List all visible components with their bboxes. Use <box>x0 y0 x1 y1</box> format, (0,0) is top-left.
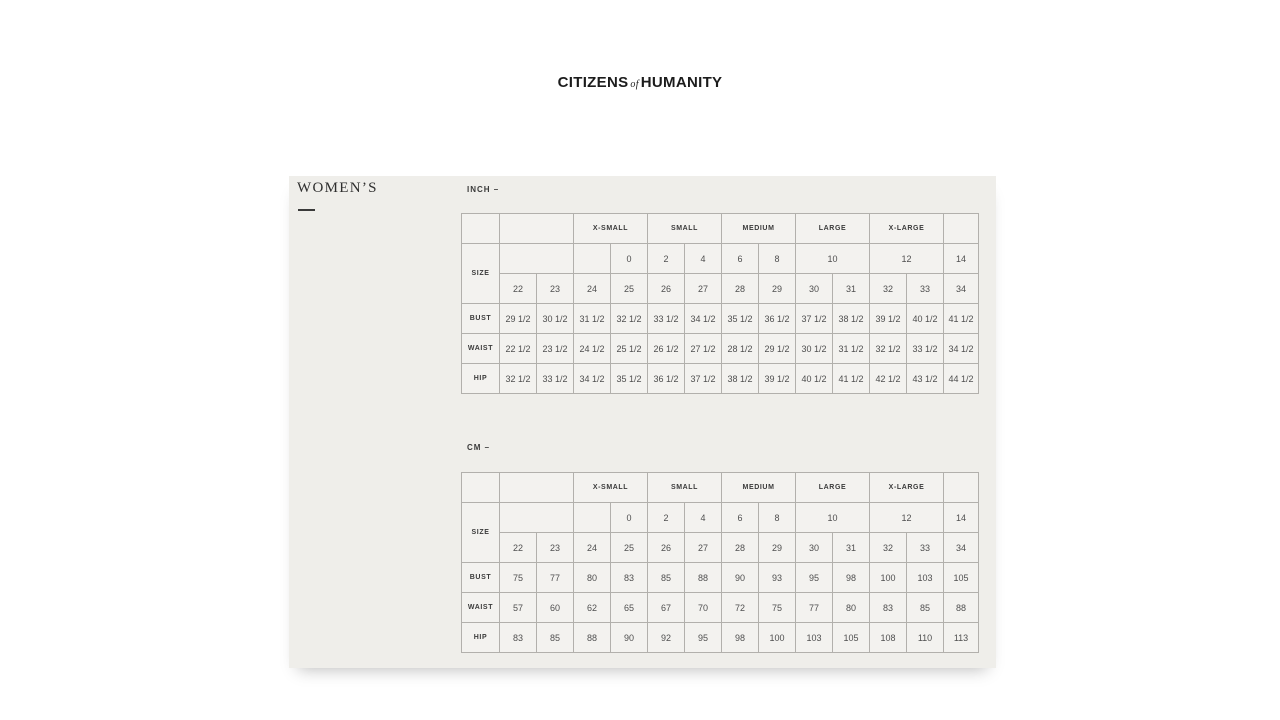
numeric-size-cell: 4 <box>685 503 722 533</box>
numeric-size-cell: 14 <box>944 244 979 274</box>
empty-size-cell <box>574 244 611 274</box>
size-group-cell: MEDIUM <box>722 214 796 244</box>
alpha-size-cell: 22 <box>500 533 537 563</box>
alpha-size-cell: 28 <box>722 533 759 563</box>
measurement-value-cell: 38 1/2 <box>833 304 870 334</box>
table-row-hip <box>462 623 979 653</box>
measurement-value-cell: 23 1/2 <box>537 334 574 364</box>
section-title-underline <box>298 209 315 211</box>
measurement-value-cell: 29 1/2 <box>759 334 796 364</box>
measurement-value-cell: 37 1/2 <box>685 364 722 394</box>
measurement-value-cell: 108 <box>870 623 907 653</box>
alpha-size-cell: 33 <box>907 274 944 304</box>
cm-table-label: CM – <box>467 443 491 452</box>
measurement-value-cell: 35 1/2 <box>722 304 759 334</box>
measurement-value-cell: 31 1/2 <box>833 334 870 364</box>
section-title: WOMEN’S <box>297 180 378 196</box>
size-group-cell: MEDIUM <box>722 473 796 503</box>
measurement-value-cell: 41 1/2 <box>833 364 870 394</box>
alpha-size-cell: 30 <box>796 274 833 304</box>
measurement-value-cell: 103 <box>907 563 944 593</box>
size-group-cell: X-LARGE <box>870 473 944 503</box>
size-group-cell: X-SMALL <box>574 473 648 503</box>
numeric-size-cell: 6 <box>722 503 759 533</box>
inch-table-label: INCH – <box>467 185 500 194</box>
measurement-value-cell: 44 1/2 <box>944 364 979 394</box>
measurement-value-cell: 70 <box>685 593 722 623</box>
numeric-size-cell: 8 <box>759 244 796 274</box>
empty-group-cell <box>500 214 574 244</box>
measurement-value-cell: 77 <box>537 563 574 593</box>
measurement-value-cell: 103 <box>796 623 833 653</box>
table-row-bust <box>462 304 979 334</box>
measurement-value-cell: 88 <box>944 593 979 623</box>
table-row-waist <box>462 593 979 623</box>
measurement-value-cell: 80 <box>574 563 611 593</box>
measurement-value-cell: 105 <box>833 623 870 653</box>
measurement-value-cell: 98 <box>722 623 759 653</box>
table-row-groups <box>462 473 979 503</box>
numeric-size-cell: 6 <box>722 244 759 274</box>
table-row-numeric-sizes <box>462 503 979 533</box>
measurement-value-cell: 42 1/2 <box>870 364 907 394</box>
row-label-cell: SIZE <box>462 244 500 304</box>
measurement-value-cell: 75 <box>500 563 537 593</box>
brand-logo <box>0 74 1280 91</box>
size-group-cell: LARGE <box>796 214 870 244</box>
alpha-size-cell: 30 <box>796 533 833 563</box>
measurement-value-cell: 110 <box>907 623 944 653</box>
measurement-value-cell: 32 1/2 <box>611 304 648 334</box>
measurement-value-cell: 88 <box>574 623 611 653</box>
measurement-value-cell: 95 <box>796 563 833 593</box>
measurement-value-cell: 67 <box>648 593 685 623</box>
row-label-cell: BUST <box>462 304 500 334</box>
row-label-cell: SIZE <box>462 503 500 563</box>
alpha-size-cell: 26 <box>648 533 685 563</box>
row-label-cell: WAIST <box>462 593 500 623</box>
table-row-alpha-sizes <box>462 533 979 563</box>
measurement-value-cell: 83 <box>870 593 907 623</box>
alpha-size-cell: 24 <box>574 274 611 304</box>
empty-group-cell <box>944 214 979 244</box>
measurement-value-cell: 34 1/2 <box>944 334 979 364</box>
row-label-cell: WAIST <box>462 334 500 364</box>
brand-word-humanity: HUMANITY <box>640 74 723 91</box>
measurement-value-cell: 72 <box>722 593 759 623</box>
measurement-value-cell: 37 1/2 <box>796 304 833 334</box>
empty-group-cell <box>500 473 574 503</box>
alpha-size-cell: 34 <box>944 274 979 304</box>
measurement-value-cell: 39 1/2 <box>759 364 796 394</box>
numeric-size-cell: 4 <box>685 244 722 274</box>
inch-size-table <box>461 213 979 394</box>
table-row-numeric-sizes <box>462 244 979 274</box>
numeric-size-cell: 8 <box>759 503 796 533</box>
measurement-value-cell: 30 1/2 <box>796 334 833 364</box>
row-label-cell: HIP <box>462 364 500 394</box>
numeric-size-cell: 2 <box>648 503 685 533</box>
measurement-value-cell: 41 1/2 <box>944 304 979 334</box>
brand-word-of: of <box>630 79 639 90</box>
table-row-groups <box>462 214 979 244</box>
measurement-value-cell: 39 1/2 <box>870 304 907 334</box>
measurement-value-cell: 34 1/2 <box>574 364 611 394</box>
corner-cell <box>462 473 500 503</box>
measurement-value-cell: 33 1/2 <box>537 364 574 394</box>
alpha-size-cell: 32 <box>870 533 907 563</box>
measurement-value-cell: 88 <box>685 563 722 593</box>
measurement-value-cell: 100 <box>870 563 907 593</box>
measurement-value-cell: 62 <box>574 593 611 623</box>
size-group-cell: SMALL <box>648 214 722 244</box>
empty-size-cell <box>574 503 611 533</box>
alpha-size-cell: 25 <box>611 533 648 563</box>
corner-cell <box>462 214 500 244</box>
measurement-value-cell: 40 1/2 <box>796 364 833 394</box>
alpha-size-cell: 31 <box>833 274 870 304</box>
size-chart-panel <box>289 176 996 668</box>
alpha-size-cell: 29 <box>759 274 796 304</box>
numeric-size-cell: 10 <box>796 503 870 533</box>
numeric-size-cell: 10 <box>796 244 870 274</box>
size-group-cell: LARGE <box>796 473 870 503</box>
table-row-waist <box>462 334 979 364</box>
measurement-value-cell: 24 1/2 <box>574 334 611 364</box>
measurement-value-cell: 25 1/2 <box>611 334 648 364</box>
measurement-value-cell: 40 1/2 <box>907 304 944 334</box>
measurement-value-cell: 33 1/2 <box>907 334 944 364</box>
alpha-size-cell: 31 <box>833 533 870 563</box>
alpha-size-cell: 27 <box>685 533 722 563</box>
table-row-hip <box>462 364 979 394</box>
brand-word-citizens: CITIZENS <box>557 74 629 91</box>
size-group-cell: SMALL <box>648 473 722 503</box>
numeric-size-cell: 12 <box>870 503 944 533</box>
numeric-size-cell: 12 <box>870 244 944 274</box>
measurement-value-cell: 29 1/2 <box>500 304 537 334</box>
measurement-value-cell: 95 <box>685 623 722 653</box>
numeric-size-cell: 2 <box>648 244 685 274</box>
numeric-size-cell: 0 <box>611 503 648 533</box>
alpha-size-cell: 28 <box>722 274 759 304</box>
measurement-value-cell: 77 <box>796 593 833 623</box>
measurement-value-cell: 90 <box>722 563 759 593</box>
measurement-value-cell: 30 1/2 <box>537 304 574 334</box>
measurement-value-cell: 22 1/2 <box>500 334 537 364</box>
measurement-value-cell: 38 1/2 <box>722 364 759 394</box>
alpha-size-cell: 29 <box>759 533 796 563</box>
measurement-value-cell: 60 <box>537 593 574 623</box>
measurement-value-cell: 65 <box>611 593 648 623</box>
alpha-size-cell: 23 <box>537 274 574 304</box>
measurement-value-cell: 92 <box>648 623 685 653</box>
measurement-value-cell: 26 1/2 <box>648 334 685 364</box>
alpha-size-cell: 27 <box>685 274 722 304</box>
table-row-bust <box>462 563 979 593</box>
measurement-value-cell: 28 1/2 <box>722 334 759 364</box>
measurement-value-cell: 36 1/2 <box>759 304 796 334</box>
alpha-size-cell: 34 <box>944 533 979 563</box>
numeric-size-cell: 14 <box>944 503 979 533</box>
measurement-value-cell: 100 <box>759 623 796 653</box>
alpha-size-cell: 32 <box>870 274 907 304</box>
measurement-value-cell: 85 <box>907 593 944 623</box>
measurement-value-cell: 36 1/2 <box>648 364 685 394</box>
size-group-cell: X-LARGE <box>870 214 944 244</box>
measurement-value-cell: 113 <box>944 623 979 653</box>
measurement-value-cell: 98 <box>833 563 870 593</box>
measurement-value-cell: 43 1/2 <box>907 364 944 394</box>
measurement-value-cell: 83 <box>611 563 648 593</box>
table-row-alpha-sizes <box>462 274 979 304</box>
empty-size-cell <box>500 503 574 533</box>
measurement-value-cell: 93 <box>759 563 796 593</box>
alpha-size-cell: 26 <box>648 274 685 304</box>
alpha-size-cell: 25 <box>611 274 648 304</box>
row-label-cell: BUST <box>462 563 500 593</box>
cm-size-table <box>461 472 979 653</box>
numeric-size-cell: 0 <box>611 244 648 274</box>
measurement-value-cell: 90 <box>611 623 648 653</box>
measurement-value-cell: 85 <box>537 623 574 653</box>
alpha-size-cell: 24 <box>574 533 611 563</box>
empty-group-cell <box>944 473 979 503</box>
empty-size-cell <box>500 244 574 274</box>
size-group-cell: X-SMALL <box>574 214 648 244</box>
measurement-value-cell: 32 1/2 <box>500 364 537 394</box>
alpha-size-cell: 22 <box>500 274 537 304</box>
measurement-value-cell: 80 <box>833 593 870 623</box>
measurement-value-cell: 32 1/2 <box>870 334 907 364</box>
measurement-value-cell: 105 <box>944 563 979 593</box>
alpha-size-cell: 33 <box>907 533 944 563</box>
measurement-value-cell: 57 <box>500 593 537 623</box>
measurement-value-cell: 83 <box>500 623 537 653</box>
alpha-size-cell: 23 <box>537 533 574 563</box>
measurement-value-cell: 34 1/2 <box>685 304 722 334</box>
measurement-value-cell: 85 <box>648 563 685 593</box>
row-label-cell: HIP <box>462 623 500 653</box>
measurement-value-cell: 27 1/2 <box>685 334 722 364</box>
measurement-value-cell: 31 1/2 <box>574 304 611 334</box>
measurement-value-cell: 35 1/2 <box>611 364 648 394</box>
measurement-value-cell: 75 <box>759 593 796 623</box>
measurement-value-cell: 33 1/2 <box>648 304 685 334</box>
